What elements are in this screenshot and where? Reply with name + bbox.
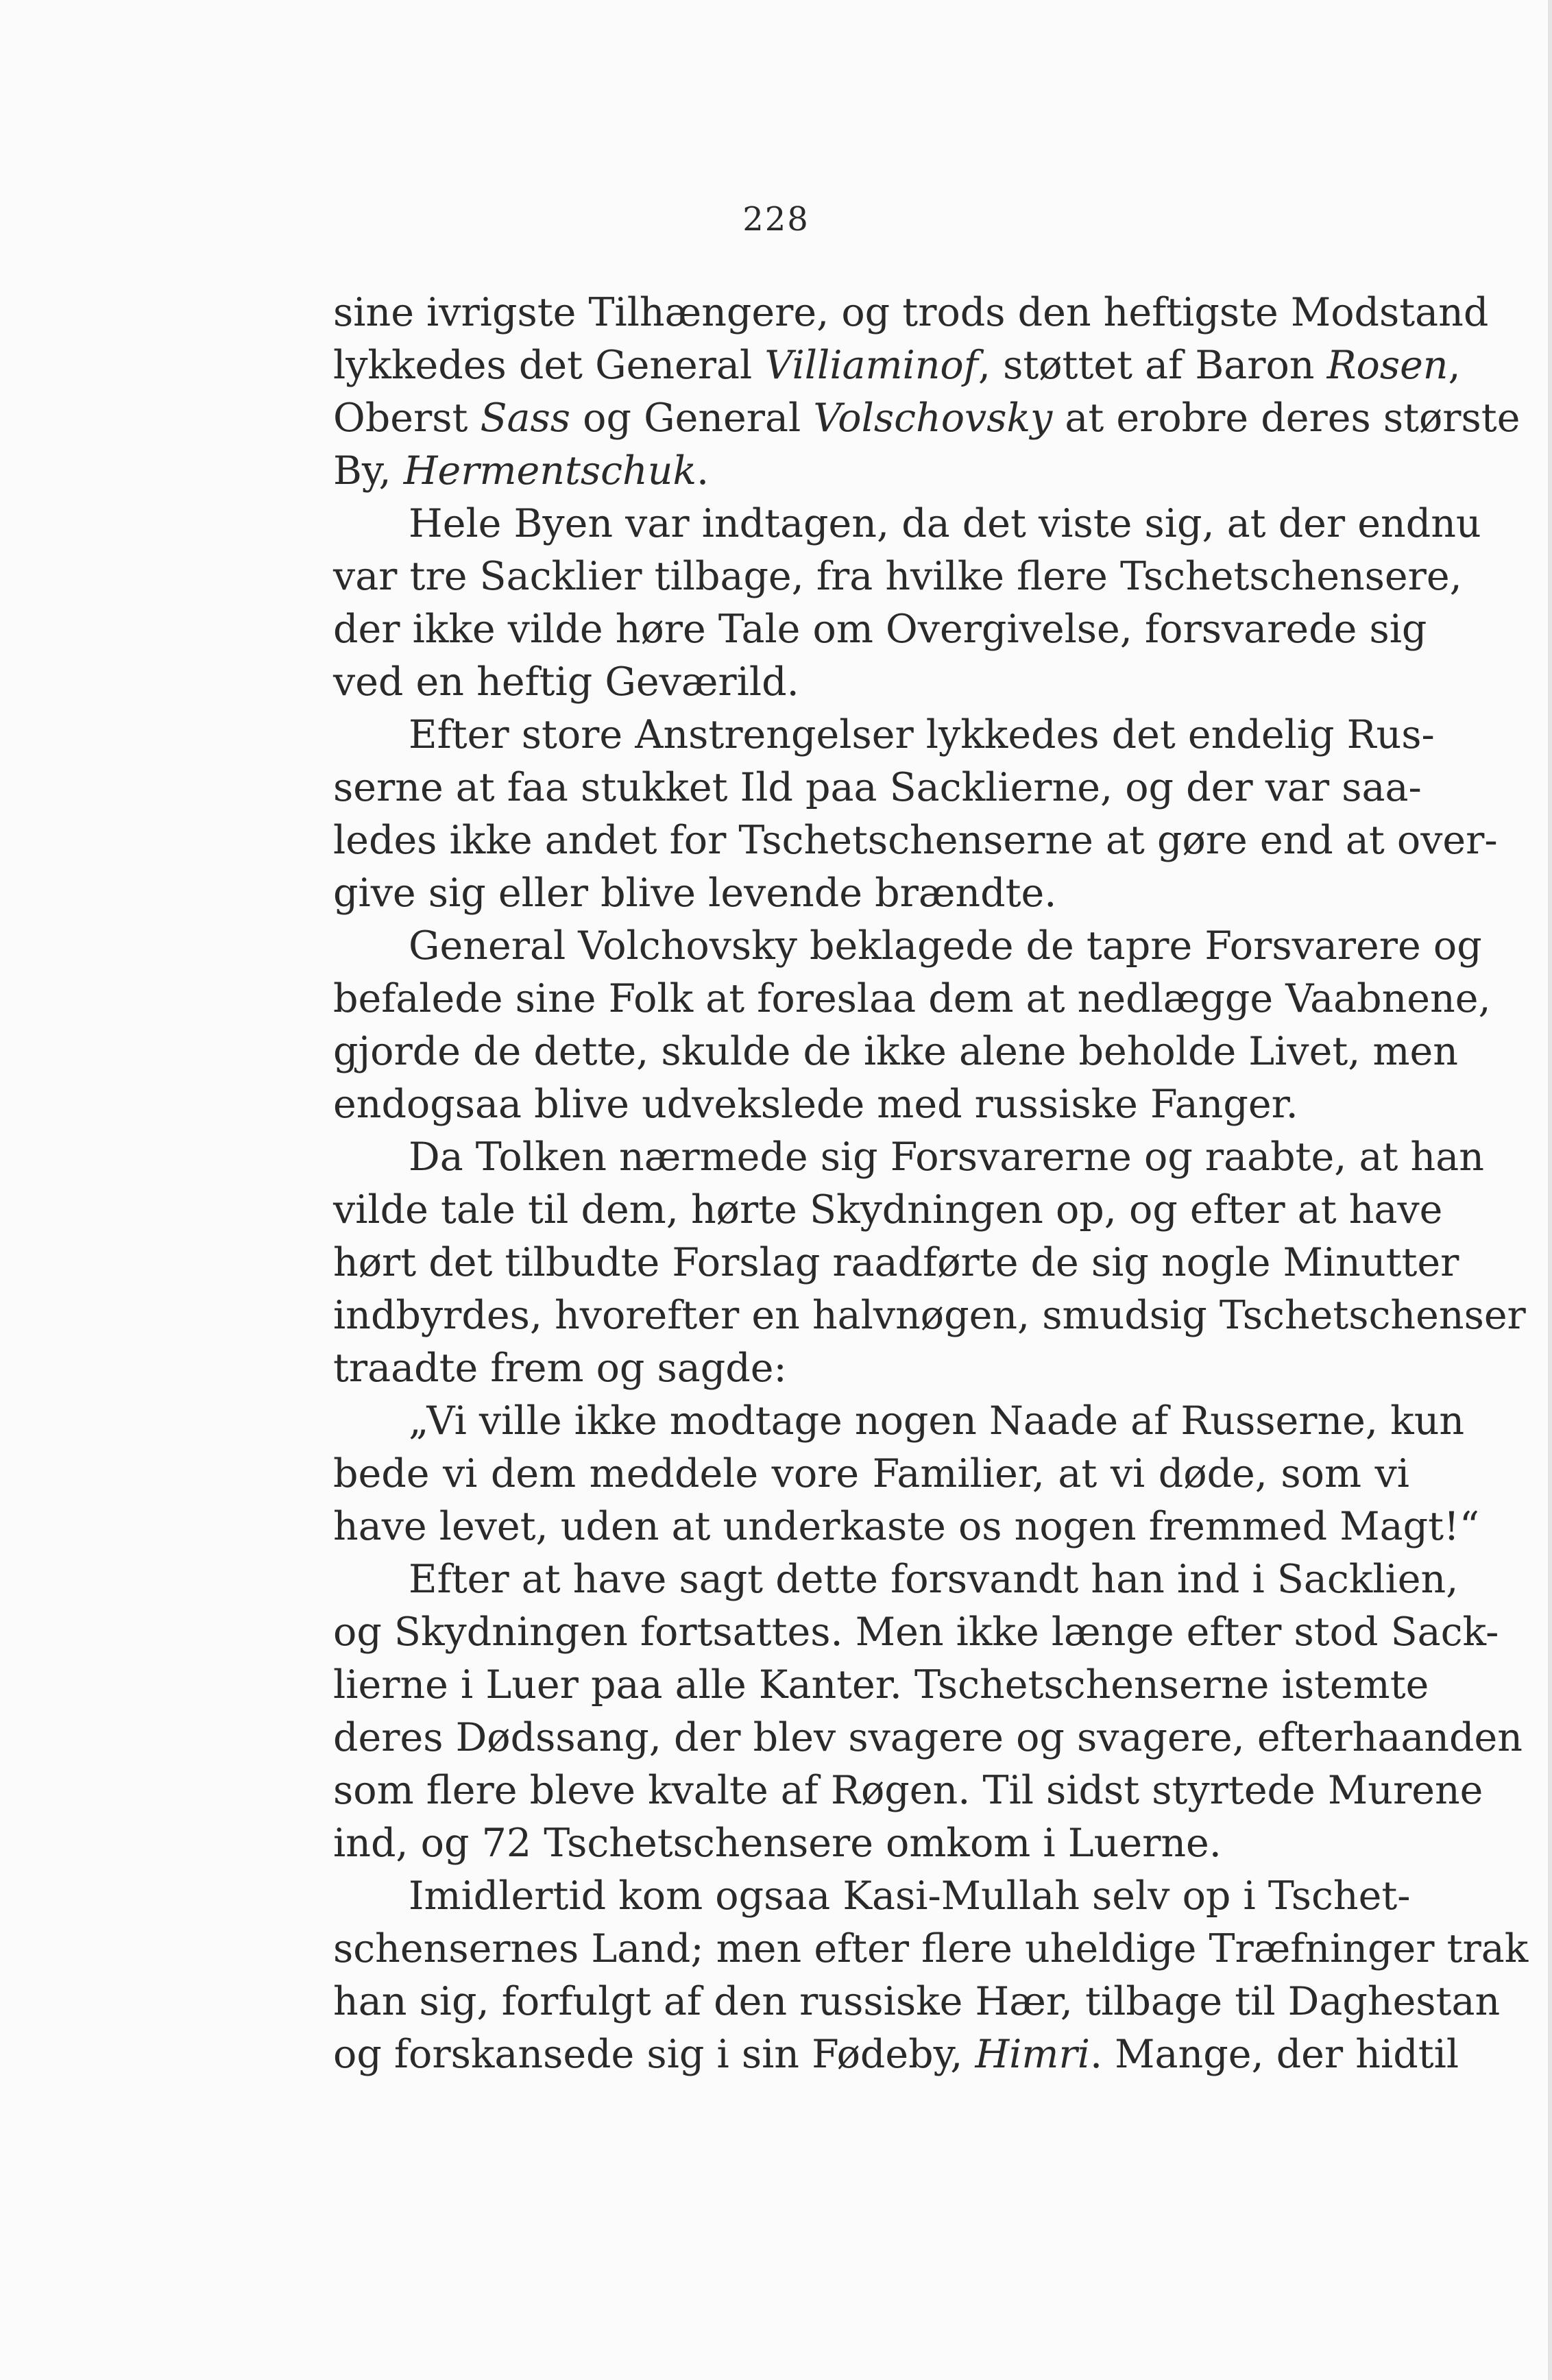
text-segment: give sig eller blive levende brændte. [333, 871, 1057, 916]
text-segment: have levet, uden at underkaste os nogen fremmed Magt!“ [333, 1504, 1480, 1549]
text-line [333, 1659, 1429, 1712]
text-segment: og forskansede sig i sin Fødeby, [333, 2032, 975, 2077]
text-line [333, 1976, 1501, 2028]
text-segment: Efter store Anstrengelser lykkedes det endelig Rus- [409, 712, 1435, 757]
text-segment: ledes ikke andet for Tschetschenserne at gøre end at over- [333, 818, 1498, 863]
text-segment: indbyrdes, hvorefter en halvnøgen, smudsig Tschetschenser [333, 1293, 1526, 1338]
text-segment: endogsaa blive udvekslede med russiske Fanger. [333, 1082, 1298, 1127]
text-line [333, 1501, 1480, 1553]
text-segment: han sig, forfulgt af den russiske Hær, tilbage til Daghestan [333, 1979, 1501, 2024]
text-segment: og General [570, 396, 814, 441]
text-line [333, 1289, 1526, 1342]
text-segment: deres Dødssang, der blev svagere og svagere, efterhaanden [333, 1715, 1523, 1760]
text-segment: ind, og 72 Tschetschensere omkom i Luerne. [333, 1821, 1222, 1866]
text-line [333, 1448, 1409, 1501]
text-line [333, 920, 1482, 973]
text-segment: lierne i Luer paa alle Kanter. Tschetschenserne istemte [333, 1662, 1429, 1708]
text-line [333, 656, 1409, 709]
text-segment: Da Tolken nærmede sig Forsvarerne og raabte, at han [409, 1134, 1484, 1180]
italic-name: Villiaminof [764, 343, 978, 388]
text-segment: lykkedes det General [333, 343, 765, 388]
text-line [333, 1342, 1409, 1395]
text-segment: traadte frem og sagde: [333, 1346, 787, 1391]
text-segment: . [696, 448, 710, 494]
text-segment: gjorde de dette, skulde de ikke alene beholde Livet, men [333, 1029, 1458, 1074]
text-line [333, 1817, 1409, 1870]
text-segment: serne at faa stukket Ild paa Sacklierne, og der var saa- [333, 765, 1422, 810]
text-line [333, 550, 1462, 603]
text-line [333, 1131, 1484, 1184]
text-line [333, 287, 1489, 339]
italic-name: Volschovsky [813, 396, 1053, 441]
text-segment: schensernes Land; men efter flere uheldige Træfninger trak [333, 1926, 1529, 1971]
text-line [333, 445, 1409, 498]
text-line [333, 2028, 1459, 2081]
text-segment: , støttet af Baron [978, 343, 1327, 388]
text-segment: Hele Byen var indtagen, da det viste sig, at der endnu [409, 501, 1481, 546]
text-segment: og Skydningen fortsattes. Men ikke længe efter stod Sack- [333, 1610, 1499, 1655]
text-line [333, 709, 1435, 762]
text-line [333, 498, 1481, 550]
text-line [333, 973, 1491, 1025]
text-segment: . Mange, der hidtil [1089, 2032, 1459, 2077]
text-line [333, 1553, 1459, 1606]
text-line [333, 392, 1520, 445]
text-line [333, 1764, 1483, 1817]
text-segment: bede vi dem meddele vore Familier, at vi døde, som vi [333, 1451, 1409, 1496]
text-line [333, 1078, 1409, 1131]
text-line [333, 1870, 1409, 1923]
text-segment: Imidlertid kom ogsaa Kasi-Mullah selv op i Tschet- [409, 1873, 1411, 1919]
text-line [333, 1025, 1458, 1078]
text-line [333, 1184, 1443, 1237]
text-segment: Efter at have sagt dette forsvandt han ind i Sacklien, [409, 1557, 1459, 1602]
text-segment: som flere bleve kvalte af Røgen. Til sidst styrtede Murene [333, 1768, 1483, 1813]
text-segment: hørt det tilbudte Forslag raadførte de sig nogle Minutter [333, 1240, 1459, 1285]
text-line [333, 867, 1409, 920]
text-line [333, 762, 1422, 814]
text-segment: „Vi ville ikke modtage nogen Naade af Russerne, kun [409, 1398, 1465, 1444]
text-line [333, 603, 1427, 656]
text-segment: , [1448, 343, 1461, 388]
italic-name: Rosen [1326, 343, 1448, 388]
text-segment: Oberst [333, 396, 481, 441]
italic-name: Hermentschuk [403, 448, 696, 494]
text-line [333, 814, 1498, 867]
text-segment: By, [333, 448, 404, 494]
text-line [333, 1712, 1523, 1764]
text-line [333, 1237, 1459, 1289]
text-line [333, 339, 1461, 392]
text-segment: General Volchovsky beklagede de tapre Forsvarere og [409, 923, 1482, 969]
text-segment: at erobre deres største [1052, 396, 1520, 441]
body-text [333, 287, 1529, 2081]
text-segment: sine ivrigste Tilhængere, og trods den heftigste Modstand [333, 290, 1489, 335]
text-line [333, 1606, 1499, 1659]
text-segment: befalede sine Folk at foreslaa dem at nedlægge Vaabnene, [333, 976, 1491, 1021]
italic-name: Sass [480, 396, 571, 441]
text-line [333, 1395, 1465, 1448]
text-segment: ved en heftig Geværild. [333, 659, 799, 705]
text-segment: der ikke vilde høre Tale om Overgivelse, forsvarede sig [333, 607, 1427, 652]
italic-name: Himri [975, 2032, 1090, 2077]
text-segment: var tre Sacklier tilbage, fra hvilke flere Tschetschensere, [333, 554, 1462, 599]
page-number: 228 [742, 200, 810, 239]
text-line [333, 1923, 1529, 1976]
page-edge [1548, 0, 1552, 2380]
text-segment: vilde tale til dem, hørte Skydningen op, og efter at have [333, 1187, 1443, 1232]
